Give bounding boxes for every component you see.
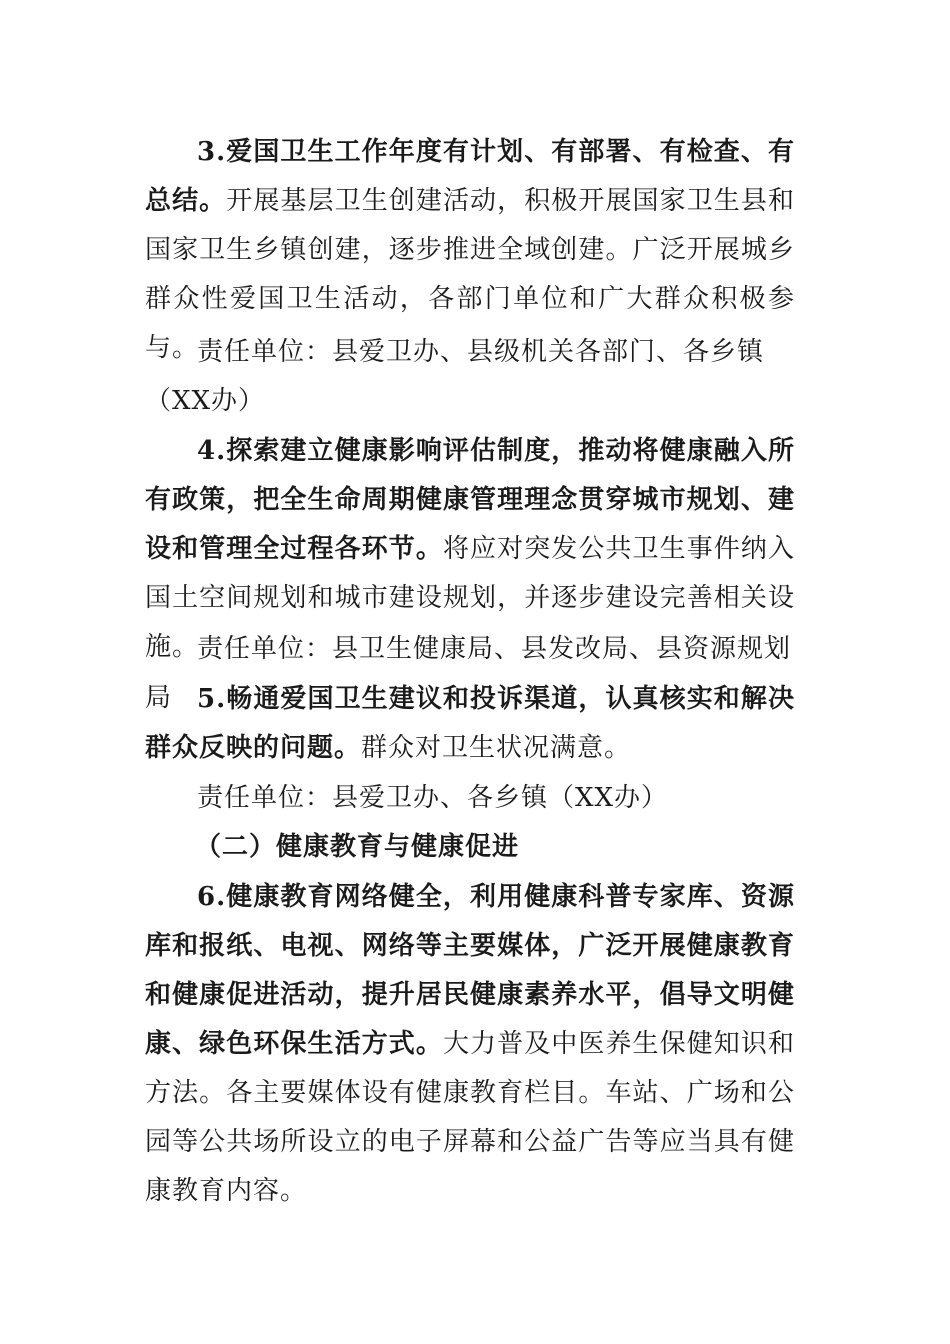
item-3-body: 开展基层卫生创建活动，积极开展国家卫生县和国家卫生乡镇创建，逐步推进全域创建。广泛开展城乡群众性爱国卫生活动，各部门单位和广大群众积极参与。 (145, 186, 795, 363)
item-5-body: 群众对卫生状况满意。 (361, 733, 632, 763)
item-3-responsible: 责任单位：县爱卫办、县级机关各部门、各乡镇（XX办） (145, 337, 765, 416)
item-5-heading: 5.畅通爱国卫生建议和投诉渠道，认真核实和解决群众反映的问题。 (145, 684, 795, 763)
item-5-responsible: 责任单位：县爱卫办、各乡镇（XX办） (197, 783, 669, 813)
item-5-paragraph (145, 675, 795, 773)
item-4-heading: 4.探索建立健康影响评估制度，推动将健康融入所有政策，把全生命周期健康管理理念贯穿城市规划、建设和管理全过程各环节。 (145, 436, 795, 564)
item-4-body: 将应对突发公共卫生事件纳入国土空间规划和城市建设规划，并逐步建设完善相关设施。 (145, 534, 795, 662)
item-6-body: 大力普及中医养生保健知识和方法。各主要媒体设有健康教育栏目。车站、广场和公园等公共场所设立的电子屏幕和公益广告等应当具有健康教育内容。 (145, 1029, 795, 1206)
item-4-responsible: 责任单位：县卫生健康局、县发改局、县资源规划局 (145, 634, 792, 713)
section-heading: （二）健康教育与健康促进 (195, 832, 520, 862)
item-6-heading: 6.健康教育网络健全，利用健康科普专家库、资源库和报纸、电视、网络等主要媒体，广泛开展健康教育和健康促进活动，提升居民健康素养水平，倡导文明健康、绿色环保生活方式。 (145, 882, 795, 1059)
item-6-paragraph (145, 873, 795, 1216)
item-3-heading: 3.爱国卫生工作年度有计划、有部署、有检查、有总结。 (145, 137, 795, 216)
